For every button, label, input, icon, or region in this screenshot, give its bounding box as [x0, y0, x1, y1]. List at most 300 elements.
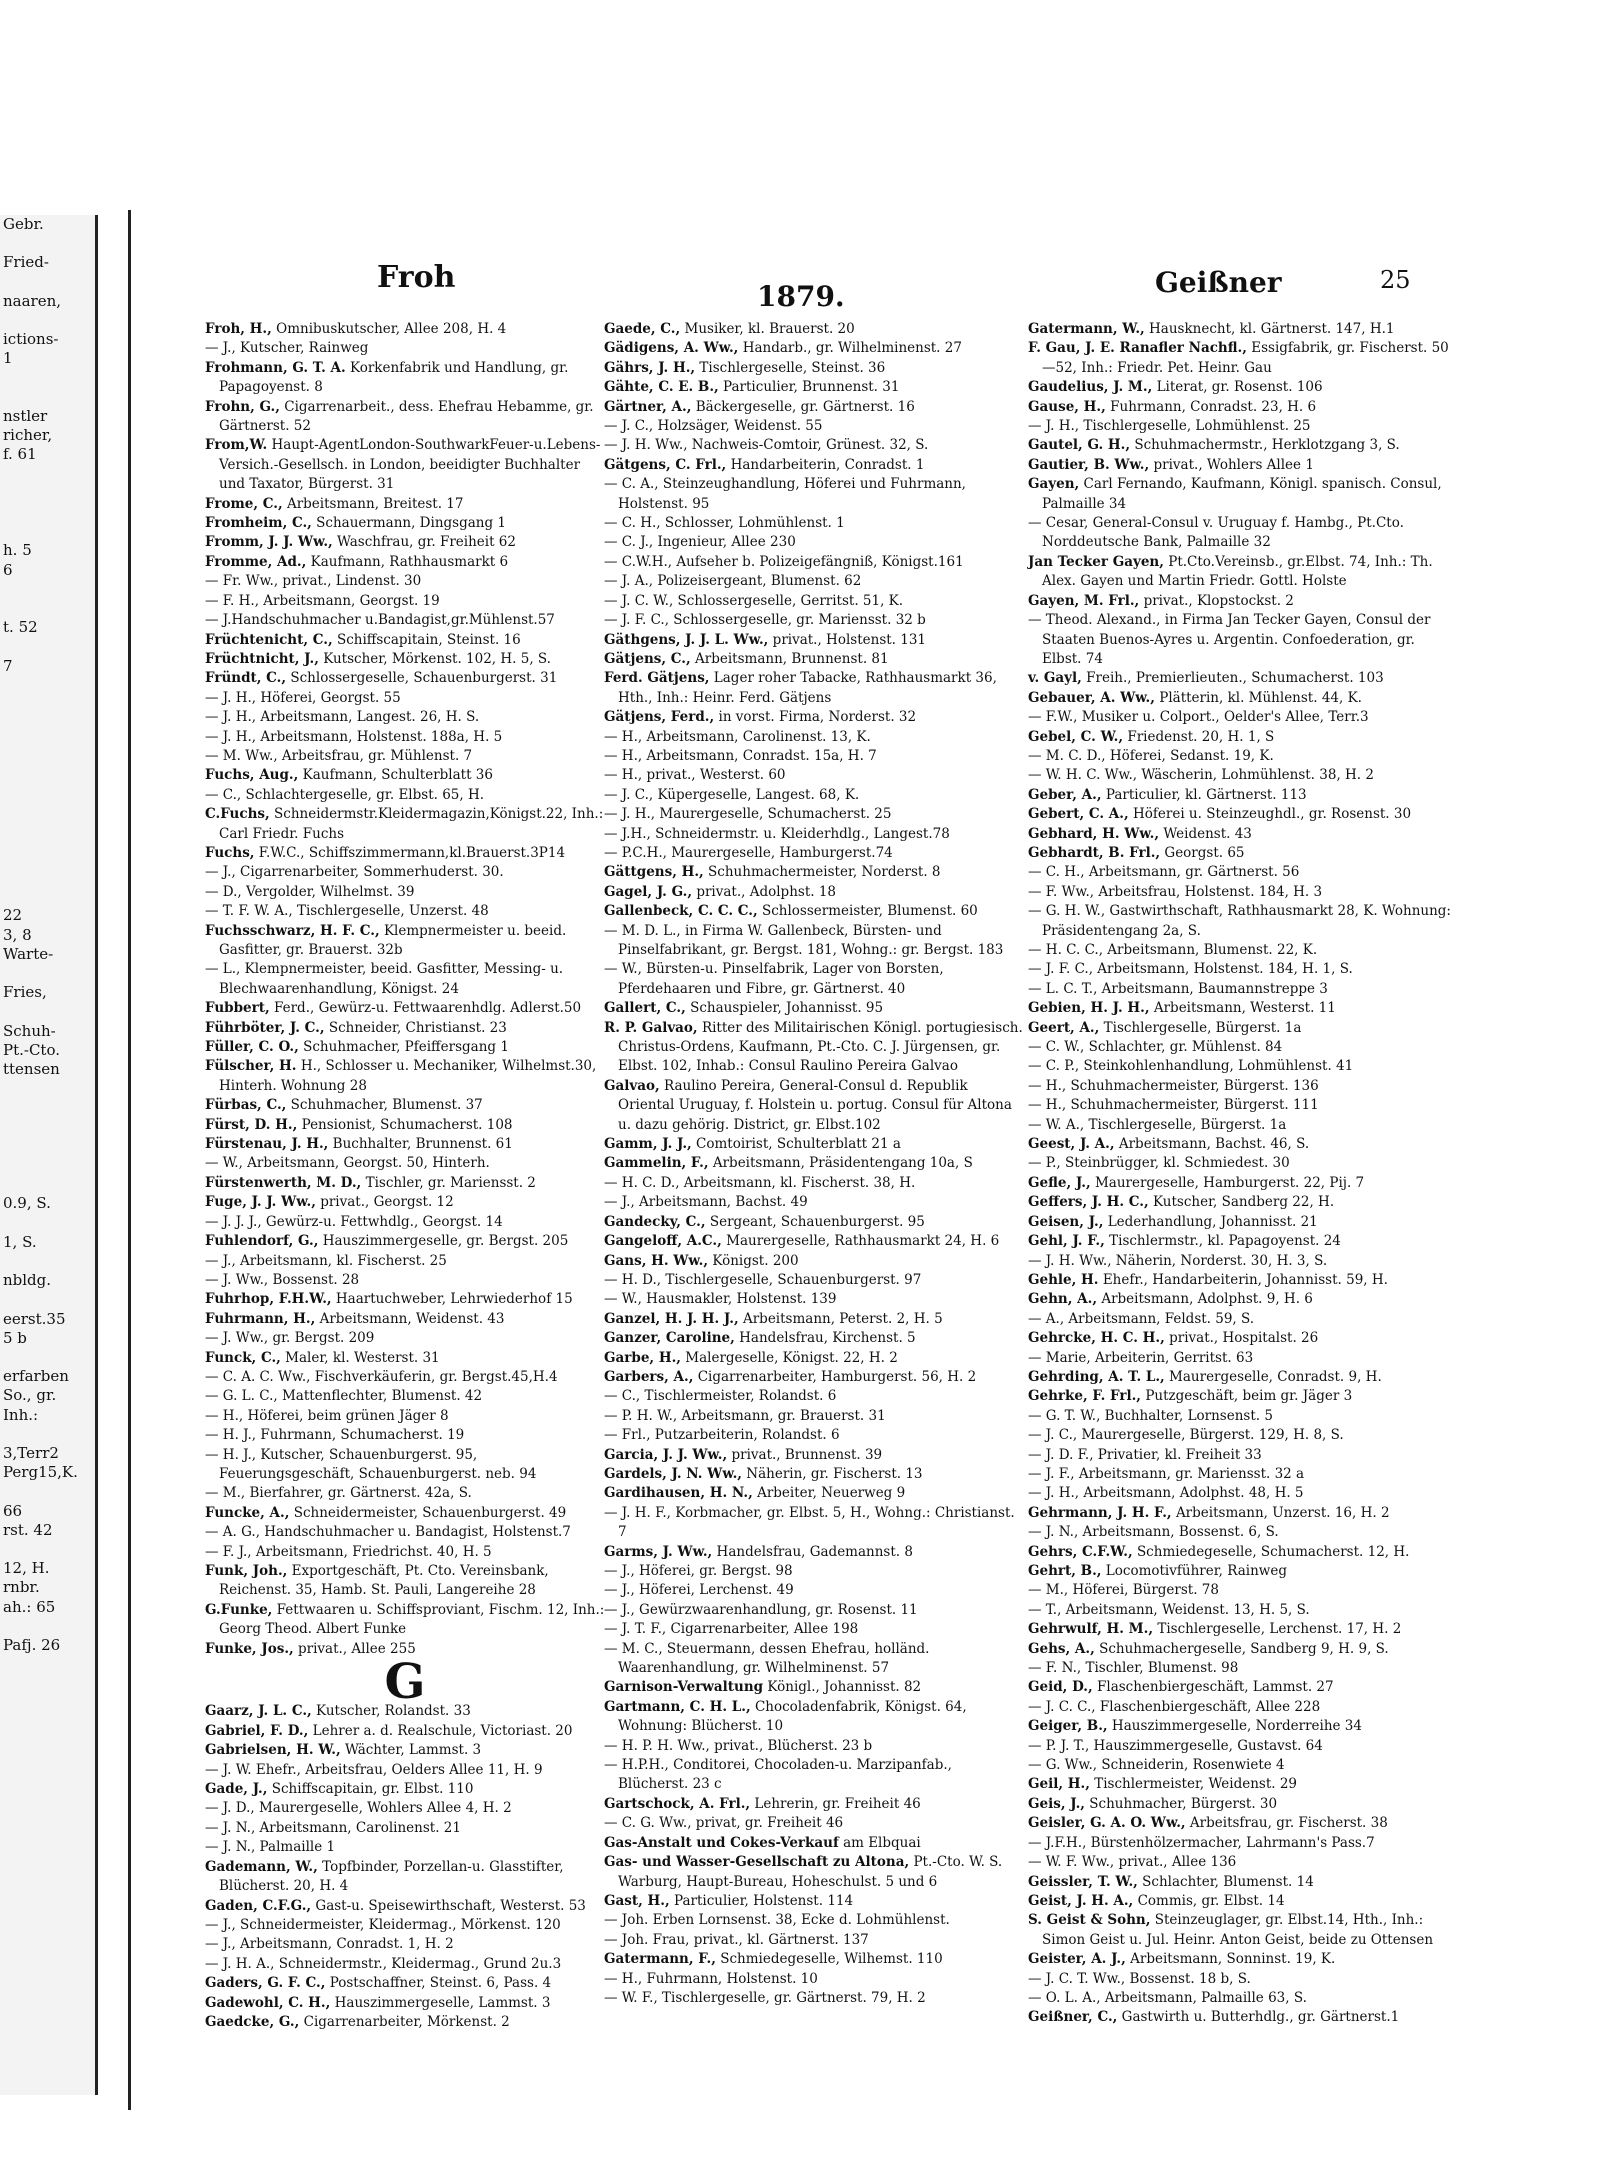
directory-entry: [1028, 1349, 1458, 1368]
entry-details: Literat, gr. Rosenst. 106: [1156, 379, 1323, 396]
entry-details: — G. H. W., Gastwirthschaft, Rathhausmarkt 28, K. Wohnung: Präsidentengang 2a, S.: [1028, 903, 1451, 939]
entry-name: Gaedcke, G.,: [205, 2013, 300, 2030]
entry-name: Gehl, J. F.,: [1028, 1233, 1105, 1250]
entry-details: — J. D. F., Privatier, kl. Freiheit 33: [1028, 1446, 1262, 1463]
entry-details: Wächter, Lammst. 3: [345, 1742, 482, 1759]
directory-entry: [1028, 1620, 1458, 1639]
entry-details: — C. W., Schlachter, gr. Mühlenst. 84: [1028, 1039, 1283, 1056]
column-2: [604, 320, 1024, 2008]
entry-name: Gautier, B. Ww.,: [1028, 456, 1150, 473]
left-page-fragment: [0, 695, 95, 714]
directory-entry: [1028, 1154, 1458, 1173]
directory-entry: [1028, 436, 1458, 455]
directory-entry: [1028, 1698, 1458, 1717]
entry-details: — J. H. Ww., Nachweis-Comtoir, Grünest. 32, S.: [604, 437, 929, 454]
left-page-fragment: 3, 8: [3, 925, 32, 944]
left-page-fragment: [0, 273, 95, 292]
directory-entry: [604, 1931, 1024, 1950]
entry-name: Fubbert,: [205, 1000, 270, 1017]
directory-entry: [205, 1387, 605, 1406]
entry-name: Gade, J.,: [205, 1781, 268, 1798]
left-page-fragment: Inh.:: [3, 1405, 39, 1424]
entry-name: Garnison-Verwaltung: [604, 1679, 764, 1696]
directory-entry: [1028, 1678, 1458, 1697]
directory-entry: [205, 922, 605, 961]
entry-name: Funcke, A.,: [205, 1504, 290, 1521]
entry-details: Particulier, kl. Gärtnerst. 113: [1105, 786, 1307, 803]
directory-entry: [1028, 1019, 1458, 1038]
entry-details: — Joh. Frau, privat., kl. Gärtnerst. 137: [604, 1931, 869, 1948]
left-page-fragment: [0, 849, 95, 868]
entry-details: Arbeitsmann, Peterst. 2, H. 5: [742, 1310, 943, 1327]
entry-details: Cigarrenarbeit., dess. Ehefrau Hebamme, gr. Gärtnerst. 52: [219, 398, 594, 435]
directory-entry: [1028, 456, 1458, 475]
directory-entry: [604, 1387, 1024, 1406]
directory-entry: [1028, 1601, 1458, 1620]
entry-details: Königl., Johannisst. 82: [767, 1679, 922, 1696]
left-page-fragment: Fried-: [3, 253, 49, 272]
entry-name: Gangeloff, A.C.,: [604, 1233, 722, 1250]
entry-details: Musiker, kl. Brauerst. 20: [684, 321, 855, 337]
left-page-fragment: Gebr.: [3, 215, 44, 233]
entry-name: Gaede, C.,: [604, 321, 681, 337]
entry-details: — J. C., Holzsäger, Weidenst. 55: [604, 418, 823, 435]
directory-entry: [1028, 728, 1458, 747]
entry-details: — C. A. C. Ww., Fischverkäuferin, gr. Bergst.45,H.4: [205, 1368, 558, 1385]
directory-entry: [205, 1019, 605, 1038]
header-year: 1879.: [757, 280, 845, 313]
directory-entry: [604, 1853, 1024, 1892]
directory-entry: [1028, 1135, 1458, 1154]
entry-name: Fründt, C.,: [205, 670, 287, 687]
entry-name: Geest, J. A.,: [1028, 1136, 1115, 1153]
directory-entry: [604, 1543, 1024, 1562]
directory-entry: [604, 922, 1024, 961]
entry-details: Näherin, gr. Fischerst. 13: [746, 1465, 923, 1482]
entry-details: — J. H. Ww., Näherin, Norderst. 30, H. 3, S.: [1028, 1252, 1328, 1269]
entry-details: — H. C. C., Arbeitsmann, Blumenst. 22, K.: [1028, 942, 1318, 958]
directory-entry: [1028, 417, 1458, 436]
entry-name: Garbers, A.,: [604, 1368, 694, 1385]
entry-name: Gebel, C. W.,: [1028, 728, 1124, 745]
entry-details: — J. H. A., Schneidermstr., Kleidermag., Grund 2u.3: [205, 1955, 562, 1972]
entry-name: Gehrs, C.F.W.,: [1028, 1543, 1133, 1560]
directory-entry: [205, 1116, 605, 1135]
left-page-fragment: [0, 830, 95, 849]
entry-details: — J., Arbeitsmann, Conradst. 1, H. 2: [205, 1936, 454, 1953]
entry-details: — F. Ww., Arbeitsfrau, Holstenst. 184, H. 3: [1028, 883, 1323, 900]
directory-entry: [604, 1135, 1024, 1154]
directory-entry: [604, 1465, 1024, 1484]
entry-details: — H., Höferei, beim grünen Jäger 8: [205, 1407, 449, 1424]
entry-details: — L., Klempnermeister, beeid. Gasfitter, Messing- u. Blechwaarenhandlung, Königst. 24: [205, 961, 564, 997]
entry-name: Gas- und Wasser-Gesellschaft zu Altona,: [604, 1854, 910, 1871]
entry-details: Schlossermeister, Blumenst. 60: [761, 903, 978, 920]
left-page-fragment: [0, 676, 95, 695]
entry-details: — J., Arbeitsmann, kl. Fischerst. 25: [205, 1252, 447, 1269]
entry-name: Früchtenicht, C.,: [205, 631, 333, 648]
left-page-fragment: [0, 234, 95, 253]
entry-name: G.Funke,: [205, 1601, 273, 1618]
directory-entry: [604, 514, 1024, 533]
entry-name: Gademann, W.,: [205, 1858, 318, 1875]
entry-details: — J. A., Polizeisergeant, Blumenst. 62: [604, 573, 862, 590]
entry-details: — P. J. T., Hauszimmergeselle, Gustavst. 64: [1028, 1737, 1323, 1754]
left-page-fragment: h. 5: [3, 541, 32, 560]
entry-details: — Theod. Alexand., in Firma Jan Tecker Gayen, Consul der Staaten Buenos-Ayres u. Argentin. Confoederation, gr. Elbst. 74: [1028, 612, 1431, 667]
directory-entry: [205, 650, 605, 669]
directory-entry: [604, 1698, 1024, 1737]
left-page-fragment: [0, 1137, 95, 1156]
entry-details: in vorst. Firma, Norderst. 32: [718, 709, 917, 726]
left-page-fragment: [0, 1425, 95, 1444]
directory-entry: [1028, 1407, 1458, 1426]
directory-entry: [604, 1911, 1024, 1930]
entry-name: Fromme, Ad.,: [205, 553, 307, 570]
entry-details: Lederhandlung, Johannisst. 21: [1107, 1213, 1318, 1230]
directory-entry: [1028, 475, 1458, 514]
entry-name: Geis, J.,: [1028, 1795, 1085, 1812]
entry-details: — J. F. C., Arbeitsmann, Holstenst. 184, H. 1, S.: [1028, 961, 1353, 978]
entry-details: Putzgeschäft, beim gr. Jäger 3: [1145, 1388, 1353, 1405]
entry-details: Georgst. 65: [1164, 844, 1245, 861]
entry-details: Schmiedegeselle, Wilhemst. 110: [720, 1951, 943, 1968]
directory-entry: [604, 553, 1024, 572]
left-page-fragment: [0, 1214, 95, 1233]
directory-entry: [1028, 1775, 1458, 1794]
entry-details: — J. N., Arbeitsmann, Carolinenst. 21: [205, 1819, 461, 1836]
entry-details: Klempnermeister u. beeid. Gasfitter, gr. Brauerst. 32b: [219, 922, 567, 958]
directory-entry: [205, 1135, 605, 1154]
entry-details: — H., Fuhrmann, Holstenst. 10: [604, 1970, 818, 1987]
entry-name: Gayen, M. Frl.,: [1028, 592, 1140, 609]
entry-name: R. P. Galvao,: [604, 1019, 698, 1036]
entry-name: Gähte, C. E. B.,: [604, 379, 719, 396]
directory-entry: [205, 1057, 605, 1096]
entry-details: Handarb., gr. Wilhelminenst. 27: [742, 340, 962, 357]
entry-details: — J., Höferei, Lerchenst. 49: [604, 1582, 794, 1599]
entry-name: Frome, C.,: [205, 495, 283, 512]
left-page-fragment: 7: [3, 656, 13, 675]
entry-details: H., Schlosser u. Mechaniker, Wilhelmst.30, Hinterh. Wohnung 28: [219, 1058, 597, 1094]
entry-name: Fürstenwerth, M. D.,: [205, 1174, 362, 1191]
directory-entry: [1028, 1970, 1458, 1989]
directory-entry: [604, 1756, 1024, 1795]
directory-entry: [205, 1310, 605, 1329]
entry-name: Gagel, J. G.,: [604, 883, 693, 900]
directory-entry: [205, 1974, 605, 1993]
entry-details: Tischlergeselle, Bürgerst. 1a: [1103, 1019, 1302, 1036]
entry-name: Gadewohl, C. H.,: [205, 1994, 331, 2011]
directory-entry: [1028, 747, 1458, 766]
left-page-fragment: [0, 503, 95, 522]
entry-details: Kaufmann, Schulterblatt 36: [302, 767, 493, 784]
directory-entry: [1028, 1717, 1458, 1736]
entry-details: Arbeitsmann, Adolphst. 9, H. 6: [1101, 1291, 1313, 1308]
entry-details: — Joh. Erben Lornsenst. 38, Ecke d. Lohmühlenst.: [604, 1912, 950, 1929]
entry-name: Gätgens, C. Frl.,: [604, 456, 727, 473]
directory-entry: [604, 1349, 1024, 1368]
left-page-fragment: ah.: 65: [3, 1597, 56, 1616]
left-page-fragment: [0, 484, 95, 503]
entry-details: — W. H. C. Ww., Wäscherin, Lohmühlenst. 38, H. 2: [1028, 767, 1374, 784]
directory-entry: [604, 1193, 1024, 1212]
entry-details: — H., privat., Westerst. 60: [604, 767, 786, 784]
entry-details: — J. N., Arbeitsmann, Bossenst. 6, S.: [1028, 1524, 1279, 1541]
directory-entry: [1028, 1368, 1458, 1387]
directory-entry: [205, 1819, 605, 1838]
entry-details: — F.W., Musiker u. Colport., Oelder's Allee, Terr.3: [1028, 709, 1369, 726]
directory-entry: [1028, 1640, 1458, 1659]
entry-details: Chocoladenfabrik, Königst. 64, Wohnung: Blücherst. 10: [618, 1698, 967, 1735]
directory-entry: [1028, 1504, 1458, 1523]
entry-name: Geber, A.,: [1028, 786, 1102, 803]
entry-details: Exportgeschäft, Pt. Cto. Vereinsbank, Reichenst. 35, Hamb. St. Pauli, Langereihe 28: [219, 1563, 549, 1599]
entry-details: — W., Arbeitsmann, Georgst. 50, Hinterh.: [205, 1155, 490, 1172]
directory-entry: [1028, 669, 1458, 688]
entry-details: — J. C. C., Flaschenbiergeschäft, Allee 228: [1028, 1698, 1321, 1715]
entry-details: Tischlergeselle, Lerchenst. 17, H. 2: [1157, 1621, 1402, 1638]
entry-details: — J.Handschuhmacher u.Bandagist,gr.Mühlenst.57: [205, 612, 555, 629]
section-letter: G: [384, 1654, 426, 1711]
directory-entry: [604, 1271, 1024, 1290]
directory-entry: [205, 669, 605, 688]
entry-details: Maurergeselle, Rathhausmarkt 24, H. 6: [726, 1233, 1000, 1250]
entry-details: — C. G. Ww., privat, gr. Freiheit 46: [604, 1815, 844, 1832]
directory-entry: [205, 747, 605, 766]
entry-name: Gayen,: [1028, 476, 1080, 493]
entry-name: Funck, C.,: [205, 1349, 281, 1366]
directory-entry: [604, 902, 1024, 921]
entry-name: Gandecky, C.,: [604, 1213, 706, 1230]
entry-details: — J. H., Tischlergeselle, Lohmühlenst. 25: [1028, 418, 1311, 435]
directory-entry: [1028, 398, 1458, 417]
entry-name: Gaudelius, J. M.,: [1028, 379, 1153, 396]
directory-entry: [205, 1329, 605, 1348]
left-page-fragment: [0, 810, 95, 829]
directory-entry: [205, 1741, 605, 1760]
entry-name: Gehrke, F. Frl.,: [1028, 1388, 1142, 1405]
entry-name: Gehrwulf, H. M.,: [1028, 1621, 1154, 1638]
entry-name: Gehle, H.: [1028, 1271, 1099, 1288]
entry-details: Arbeitsmann, Breitest. 17: [286, 495, 464, 512]
directory-entry: [1028, 825, 1458, 844]
entry-name: Garcia, J. J. Ww.,: [604, 1446, 728, 1463]
entry-name: Gardihausen, H. N.,: [604, 1485, 753, 1502]
directory-entry: [1028, 1737, 1458, 1756]
directory-entry: [604, 592, 1024, 611]
directory-entry: [604, 786, 1024, 805]
entry-name: Gätjens, C.,: [604, 650, 691, 667]
entry-name: Gallert, C.,: [604, 1000, 686, 1017]
directory-entry: [604, 650, 1024, 669]
directory-entry: [604, 533, 1024, 552]
left-page-fragment: [0, 1156, 95, 1175]
entry-details: Schlossergeselle, Schauenburgerst. 31: [290, 670, 558, 687]
entry-details: — J. H., Arbeitsmann, Holstenst. 188a, H. 5: [205, 728, 503, 745]
entry-name: Geert, A.,: [1028, 1019, 1100, 1036]
directory-entry: [205, 1038, 605, 1057]
entry-details: Malergeselle, Königst. 22, H. 2: [685, 1349, 898, 1366]
directory-entry: [604, 475, 1024, 514]
directory-entry: [1028, 1834, 1458, 1853]
entry-details: Schneidermstr.Kleidermagazin,Königst.22, Inh.: Carl Friedr. Fuchs: [219, 806, 604, 842]
entry-details: Handelsfrau, Gademannst. 8: [716, 1543, 913, 1560]
directory-entry: [604, 436, 1024, 455]
entry-details: Schneidermeister, Schauenburgerst. 49: [293, 1504, 567, 1521]
directory-entry: [1028, 805, 1458, 824]
left-page-fragment: nbldg.: [3, 1271, 52, 1290]
directory-entry: [604, 1484, 1024, 1503]
directory-entry: [1028, 1950, 1458, 1969]
directory-entry: [205, 1722, 605, 1741]
entry-name: Gause, H.,: [1028, 398, 1106, 415]
directory-entry: [604, 1581, 1024, 1600]
left-page-fragment: eerst.35: [3, 1309, 66, 1328]
entry-details: — C., Tischlermeister, Rolandst. 6: [604, 1388, 837, 1405]
entry-name: Funke, Jos.,: [205, 1640, 294, 1657]
directory-entry: [604, 1989, 1024, 2008]
entry-name: Geißner, C.,: [1028, 2009, 1118, 2026]
entry-details: Hauszimmergeselle, Norderreihe 34: [1111, 1718, 1362, 1735]
entry-details: Ferd., Gewürz-u. Fettwaarenhdlg. Adlerst.50: [273, 1000, 582, 1017]
directory-entry: [1028, 980, 1458, 999]
entry-details: Pt.Cto.Vereinsb., gr.Elbst. 74, Inh.: Th. Alex. Gayen und Martin Friedr. Gottl. Holste: [1042, 553, 1433, 590]
directory-entry: [604, 1970, 1024, 1989]
entry-details: — J., Kutscher, Rainweg: [205, 340, 369, 357]
entry-details: — H. C. D., Arbeitsmann, kl. Fischerst. 38, H.: [604, 1174, 916, 1191]
entry-details: Fuhrmann, Conradst. 23, H. 6: [1110, 398, 1317, 415]
left-page-fragment: Pafj. 26: [3, 1636, 61, 1655]
entry-details: — C. A., Steinzeughandlung, Höferei und Fuhrmann, Holstenst. 95: [604, 476, 966, 512]
directory-entry: [205, 1799, 605, 1818]
entry-details: — F. N., Tischler, Blumenst. 98: [1028, 1660, 1239, 1677]
entry-name: Gärtner, A.,: [604, 398, 692, 415]
entry-details: Arbeiter, Neuerweg 9: [757, 1485, 906, 1502]
entry-details: Schuhmacher, Bürgerst. 30: [1089, 1795, 1278, 1812]
directory-entry: [604, 883, 1024, 902]
entry-name: Fuhrhop, F.H.W.,: [205, 1291, 332, 1308]
entry-name: Gebien, H. J. H.,: [1028, 1000, 1150, 1017]
entry-name: Gaden, C.F.G.,: [205, 1897, 312, 1914]
directory-entry: [205, 1368, 605, 1387]
directory-entry: [205, 514, 605, 533]
directory-entry: [604, 1154, 1024, 1173]
directory-entry: [1028, 1174, 1458, 1193]
directory-entry: [205, 883, 605, 902]
previous-page-edge: [0, 215, 98, 2095]
directory-entry: [604, 1252, 1024, 1271]
entry-details: Schiffscapitain, Steinst. 16: [336, 631, 521, 648]
directory-entry: [1028, 1562, 1458, 1581]
directory-entry: [205, 1426, 605, 1445]
directory-entry: [604, 1562, 1024, 1581]
entry-name: Fuchsschwarz, H. F. C.,: [205, 922, 380, 939]
entry-details: — Marie, Arbeiterin, Gerritst. 63: [1028, 1349, 1254, 1366]
directory-entry: [604, 631, 1024, 650]
directory-entry: [604, 572, 1024, 591]
entry-name: Geist, J. H. A.,: [1028, 1892, 1134, 1909]
directory-entry: [1028, 1116, 1458, 1135]
directory-entry: [604, 1077, 1024, 1135]
left-page-fragment: 1: [3, 349, 13, 368]
directory-entry: [1028, 1213, 1458, 1232]
entry-name: Gehrding, A. T. L.,: [1028, 1368, 1165, 1385]
entry-details: Schauspieler, Johannisst. 95: [690, 1000, 884, 1017]
entry-details: Königst. 200: [712, 1252, 799, 1269]
directory-entry: [205, 786, 605, 805]
entry-name: Gehrt, B.,: [1028, 1563, 1102, 1579]
entry-details: Buchhalter, Brunnenst. 61: [332, 1136, 513, 1153]
directory-entry: [604, 1678, 1024, 1697]
entry-name: Fuge, J. J. Ww.,: [205, 1194, 316, 1211]
entry-details: — W. F., Tischlergeselle, gr. Gärtnerst. 79, H. 2: [604, 1989, 926, 2006]
left-page-fragment: [0, 868, 95, 887]
entry-details: Tischlermstr., kl. Papagoyenst. 24: [1109, 1233, 1341, 1250]
directory-entry: [1028, 1193, 1458, 1212]
entry-name: Gammelin, F.,: [604, 1155, 709, 1172]
entry-details: — Frl., Putzarbeiterin, Rolandst. 6: [604, 1427, 840, 1444]
entry-details: — J. Ww., gr. Bergst. 209: [205, 1330, 375, 1347]
entry-name: Gebhardt, B. Frl.,: [1028, 844, 1161, 861]
entry-details: — J. H., Maurergeselle, Schumacherst. 25: [604, 806, 892, 823]
entry-details: Schiffscapitain, gr. Elbst. 110: [271, 1781, 474, 1798]
entry-details: — J. F., Arbeitsmann, gr. Mariensst. 32 a: [1028, 1465, 1305, 1482]
entry-details: — H. J., Fuhrmann, Schumacherst. 19: [205, 1427, 465, 1444]
directory-entry: [1028, 553, 1458, 592]
entry-name: Fülscher, H.: [205, 1058, 297, 1075]
entry-details: Schuhmachergeselle, Sandberg 9, H. 9, S.: [1099, 1640, 1389, 1657]
entry-details: Tischler, gr. Mariensst. 2: [365, 1174, 536, 1191]
directory-entry: [1028, 902, 1458, 941]
entry-details: privat., Brunnenst. 39: [731, 1446, 883, 1463]
entry-details: — G. L. C., Mattenflechter, Blumenst. 42: [205, 1388, 483, 1405]
left-page-fragment: [0, 465, 95, 484]
left-page-fragment: 22: [3, 906, 23, 925]
entry-details: Maler, kl. Westerst. 31: [285, 1349, 440, 1366]
directory-entry: [604, 611, 1024, 630]
entry-details: Essigfabrik, gr. Fischerst. 50—52, Inh.: Friedr. Pet. Heinr. Gau: [1042, 340, 1449, 376]
entry-details: Hausknecht, kl. Gärtnerst. 147, H.1: [1149, 321, 1395, 337]
entry-details: Lehrer a. d. Realschule, Victoriast. 20: [312, 1722, 573, 1739]
directory-entry: [1028, 941, 1458, 960]
entry-details: — J. H., Höferei, Georgst. 55: [205, 689, 401, 706]
directory-entry: [604, 339, 1024, 358]
entry-details: — M., Bierfahrer, gr. Gärtnerst. 42a, S.: [205, 1485, 472, 1502]
entry-details: — P., Steinbrügger, kl. Schmiedest. 30: [1028, 1155, 1290, 1172]
directory-entry: [205, 1858, 605, 1897]
entry-details: Ritter des Militairischen Königl. portugiesisch. Christus-Ordens, Kaufmann, Pt.-Cto. C. J. Jürgensen, gr. Elbst. 102, Inhab.: Consul Raulino Pereira Galvao: [618, 1019, 1023, 1075]
entry-details: Lager roher Tabacke, Rathhausmarkt 36, Hth., Inh.: Heinr. Ferd. Gätjens: [618, 670, 997, 706]
directory-entry: [205, 1702, 605, 1721]
left-page-fragment: [0, 1290, 95, 1309]
entry-details: Haartuchweber, Lehrwiederhof 15: [335, 1291, 573, 1308]
left-page-fragment: nstler: [3, 407, 48, 426]
entry-details: privat., Georgst. 12: [320, 1194, 454, 1211]
entry-details: — M. C. D., Höferei, Sedanst. 19, K.: [1028, 747, 1274, 764]
entry-details: Arbeitsmann, Unzerst. 16, H. 2: [1175, 1504, 1390, 1521]
directory-entry: [1028, 1290, 1458, 1309]
entry-name: Gardels, J. N. Ww.,: [604, 1465, 742, 1482]
directory-entry: [604, 1737, 1024, 1756]
entry-name: Galvao,: [604, 1077, 660, 1094]
entry-details: Lehrerin, gr. Freiheit 46: [754, 1795, 921, 1812]
directory-entry: [205, 1994, 605, 2013]
entry-name: Gefle, J.,: [1028, 1174, 1091, 1191]
entry-details: — J. C., Küpergeselle, Langest. 68, K.: [604, 786, 860, 803]
entry-name: Gährs, J. H.,: [604, 359, 696, 376]
entry-details: Raulino Pereira, General-Consul d. Republik Oriental Uruguay, f. Holstein u. portug. Consul für Altona u. dazu gehörig. District, gr. Elbst.102: [618, 1077, 1012, 1133]
